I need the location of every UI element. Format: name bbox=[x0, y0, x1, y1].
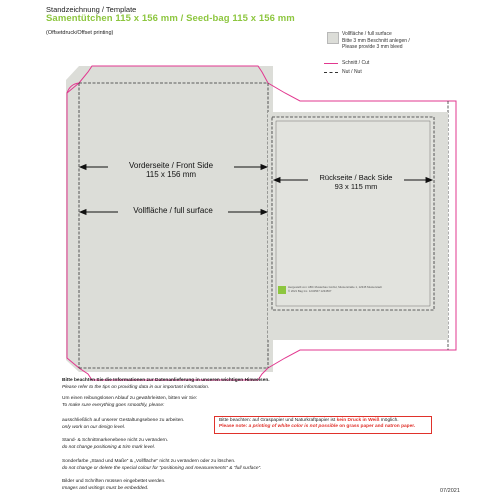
footer-block-1 bbox=[62, 378, 270, 391]
paper-notice-en-2: a printing of white color is not possible bbox=[248, 424, 338, 430]
back-logo-mark bbox=[278, 286, 286, 294]
back-side-title: Rückseite / Back Side bbox=[319, 173, 393, 182]
front-full-surface-label: Vollfläche / full surface bbox=[118, 206, 228, 215]
back-imprint-line2: © 2021 Bag Inc. 1234567 1234567 bbox=[288, 288, 332, 293]
footer-trim-en: do not change positioning & trim mark level. bbox=[62, 444, 156, 450]
paper-notice-en bbox=[219, 424, 427, 430]
footer-embed-en: Images and writings must be embedded. bbox=[62, 485, 149, 491]
legend-full-surface-line1: Vollfläche / full surface bbox=[342, 31, 392, 37]
back-imprint bbox=[288, 286, 428, 293]
printing-process: (Offsetdruck/Offset printing) bbox=[46, 30, 114, 36]
legend-cut: Schnitt / Cut bbox=[342, 60, 370, 66]
paper-notice-de-2: kein Druck in Weiß bbox=[336, 418, 380, 423]
footer-block-3 bbox=[62, 418, 184, 431]
footer-design-de: ausschließlich auf unserer Gestaltungsebene zu arbeiten. bbox=[62, 418, 185, 423]
footer-block-5 bbox=[62, 459, 261, 472]
paper-notice-de-3: möglich. bbox=[380, 418, 399, 423]
footer-smooth-en: To make sure everything goes smoothly, please: bbox=[62, 402, 165, 408]
legend-full-surface-line2: Bitte 3 mm Beschnitt anlegen / bbox=[342, 37, 410, 44]
back-imprint-line1: Hergestellt von: ABC Musterbau GmbH, Musterstraße 1, 12345 Musterstadt bbox=[288, 285, 382, 289]
footer-info-de: Bitte beachten Sie die Informationen zur Datenanlieferung in unseren wichtigen Hinweisen. bbox=[62, 378, 270, 383]
product-subtitle: Samentütchen 115 x 156 mm / Seed-bag 115 x 156 mm bbox=[46, 13, 295, 24]
footer-block-6 bbox=[62, 479, 165, 492]
front-side-title: Vorderseite / Front Side bbox=[128, 161, 214, 170]
paper-notice-en-3: on grass paper and natron paper. bbox=[339, 424, 416, 430]
footer-info-en: Please refer to the tips on providing data in our important information. bbox=[62, 384, 210, 390]
footer-block-4 bbox=[62, 438, 168, 451]
paper-notice-box bbox=[214, 416, 432, 434]
page-title: Standzeichnung / Template bbox=[46, 5, 137, 14]
back-side-size: 93 x 115 mm bbox=[334, 182, 378, 191]
paper-notice-de-1: Bitte beachten: auf Graspapier und Naturkraftpapier ist bbox=[219, 418, 336, 423]
footer-trim-de: Stand- & Schnittmarkenebene nicht zu verändern. bbox=[62, 438, 169, 443]
back-panel-frame bbox=[272, 117, 434, 310]
legend-groove: Nut / Nut bbox=[342, 69, 362, 75]
footer-block-2 bbox=[62, 396, 197, 409]
footer-colour-en: do not change or delete the special colour for “positioning and measurements” & “full surface”. bbox=[62, 465, 262, 471]
legend-full-surface-line3: Please provide 3 mm bleed bbox=[342, 44, 403, 50]
footer-smooth-de: Um einen reibungslosen Ablauf zu gewährleisten, bitten wir Sie: bbox=[62, 396, 198, 401]
footer-colour-de: Sonderfarbe „Stand und Maße“ & „Vollfläche“ nicht zu verändern oder zu löschen. bbox=[62, 459, 236, 464]
revision-date: 07/2021 bbox=[440, 488, 460, 494]
back-side-label bbox=[308, 173, 404, 191]
front-side-size: 115 x 156 mm bbox=[145, 170, 197, 179]
paper-notice-en-1: Please note: bbox=[219, 424, 248, 430]
footer-embed-de: Bilder und Schriften müssen eingebettet werden. bbox=[62, 479, 166, 484]
front-side-label bbox=[108, 161, 234, 179]
footer-design-en: only work on our design level. bbox=[62, 424, 126, 430]
